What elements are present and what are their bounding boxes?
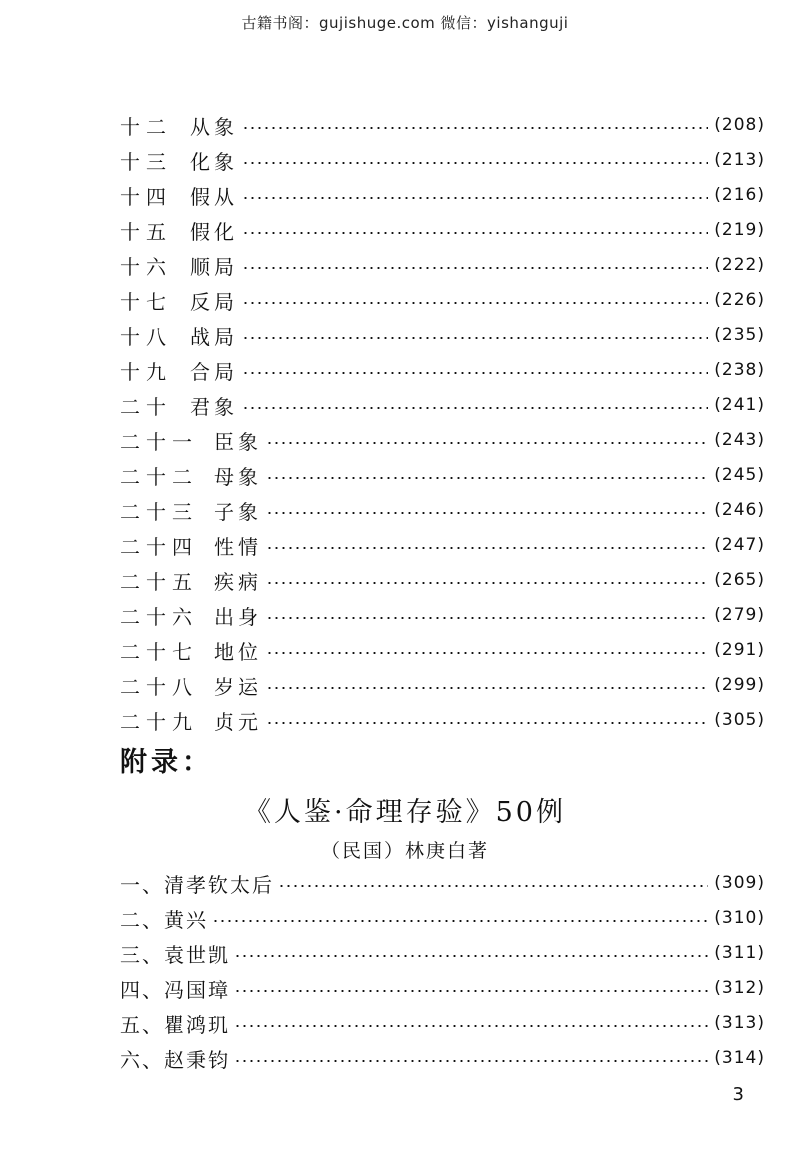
toc-entry-number: 十五 bbox=[120, 219, 172, 244]
toc-entry-number: 十八 bbox=[120, 324, 172, 349]
dot-leader bbox=[266, 442, 708, 444]
appendix-entry bbox=[120, 903, 765, 933]
toc-entry-page: (241) bbox=[714, 395, 765, 415]
dot-leader bbox=[212, 920, 708, 922]
appendix-entry-title: 四、冯国璋 bbox=[120, 977, 230, 1002]
dot-leader bbox=[242, 197, 708, 199]
toc-entry-number: 二十五 bbox=[120, 569, 198, 594]
dot-leader bbox=[242, 407, 708, 409]
toc-entry-page: (243) bbox=[714, 430, 765, 450]
toc-entry bbox=[120, 285, 765, 315]
dot-leader bbox=[266, 722, 708, 724]
toc-entry-title: 战局 bbox=[190, 324, 238, 349]
toc-entry-page: (235) bbox=[714, 325, 765, 345]
toc-entry-title: 性情 bbox=[214, 534, 262, 559]
toc-entry-title: 出身 bbox=[214, 604, 262, 629]
toc-entry bbox=[120, 355, 765, 385]
toc-entry bbox=[120, 705, 765, 735]
appendix-entry-page: (309) bbox=[714, 873, 765, 893]
dot-leader bbox=[242, 372, 708, 374]
toc-entry-page: (279) bbox=[714, 605, 765, 625]
toc-entry-number: 二十 bbox=[120, 394, 172, 419]
appendix-entry bbox=[120, 973, 765, 1003]
dot-leader bbox=[234, 990, 708, 992]
toc-entry bbox=[120, 215, 765, 245]
appendix-entry-title: 一、清孝钦太后 bbox=[120, 872, 274, 897]
appendix-entry bbox=[120, 1043, 765, 1073]
appendix-entry bbox=[120, 938, 765, 968]
toc-entry-number: 二十七 bbox=[120, 639, 198, 664]
toc-entry bbox=[120, 460, 765, 490]
appendix-book-author: （民国）林庚白著 bbox=[320, 840, 489, 862]
toc-entry-title: 顺局 bbox=[190, 254, 238, 279]
toc-entry bbox=[120, 250, 765, 280]
toc-entry-title: 化象 bbox=[190, 149, 238, 174]
toc-entry-title: 反局 bbox=[190, 289, 238, 314]
watermark-text: 古籍书阁：gujishuge.com 微信：yishanguji bbox=[241, 14, 569, 32]
toc-entry-number: 十三 bbox=[120, 149, 172, 174]
toc-entry bbox=[120, 390, 765, 420]
appendix-entry-page: (312) bbox=[714, 978, 765, 998]
appendix-book-title: 《人鉴·命理存验》50例 bbox=[244, 797, 566, 828]
toc-entry-title: 假化 bbox=[190, 219, 238, 244]
appendix-entry-title: 六、赵秉钧 bbox=[120, 1047, 230, 1072]
toc-entry-page: (265) bbox=[714, 570, 765, 590]
toc-entry-title: 合局 bbox=[190, 359, 238, 384]
appendix-entry-page: (314) bbox=[714, 1048, 765, 1068]
toc-entry bbox=[120, 670, 765, 700]
dot-leader bbox=[234, 1025, 708, 1027]
toc-entry-page: (226) bbox=[714, 290, 765, 310]
toc-entry-title: 贞元 bbox=[214, 709, 262, 734]
appendix-entry-page: (313) bbox=[714, 1013, 765, 1033]
appendix-heading: 附录： bbox=[120, 747, 213, 778]
toc-entry-title: 君象 bbox=[190, 394, 238, 419]
dot-leader bbox=[278, 885, 708, 887]
toc-entry-number: 十六 bbox=[120, 254, 172, 279]
toc-entry-page: (246) bbox=[714, 500, 765, 520]
toc-entry-page: (238) bbox=[714, 360, 765, 380]
toc-entry bbox=[120, 180, 765, 210]
toc-entry-number: 二十九 bbox=[120, 709, 198, 734]
toc-entry-title: 岁运 bbox=[214, 674, 262, 699]
dot-leader bbox=[234, 1060, 708, 1062]
dot-leader bbox=[242, 127, 708, 129]
dot-leader bbox=[266, 687, 708, 689]
appendix-entry-page: (310) bbox=[714, 908, 765, 928]
dot-leader bbox=[242, 267, 708, 269]
toc-entry-number: 十二 bbox=[120, 114, 172, 139]
toc-entry-number: 十九 bbox=[120, 359, 172, 384]
dot-leader bbox=[242, 162, 708, 164]
toc-entry-title: 母象 bbox=[214, 464, 262, 489]
dot-leader bbox=[242, 232, 708, 234]
toc-entry bbox=[120, 600, 765, 630]
appendix-entry bbox=[120, 1008, 765, 1038]
toc-entry-page: (291) bbox=[714, 640, 765, 660]
toc-entry-number: 二十二 bbox=[120, 464, 198, 489]
appendix-entry-title: 三、袁世凯 bbox=[120, 942, 230, 967]
toc-entry bbox=[120, 110, 765, 140]
toc-entry-title: 疾病 bbox=[214, 569, 262, 594]
toc-entry bbox=[120, 565, 765, 595]
dot-leader bbox=[234, 955, 708, 957]
toc-entry-page: (247) bbox=[714, 535, 765, 555]
toc-entry-number: 二十八 bbox=[120, 674, 198, 699]
toc-entry-page: (222) bbox=[714, 255, 765, 275]
page-number: 3 bbox=[732, 1084, 744, 1105]
toc-entry bbox=[120, 635, 765, 665]
dot-leader bbox=[242, 302, 708, 304]
toc-entry-page: (216) bbox=[714, 185, 765, 205]
appendix-entry bbox=[120, 868, 765, 898]
appendix-entry-title: 五、瞿鸿玑 bbox=[120, 1012, 230, 1037]
toc-entry-page: (305) bbox=[714, 710, 765, 730]
toc-entry bbox=[120, 145, 765, 175]
dot-leader bbox=[266, 582, 708, 584]
toc-entry-page: (219) bbox=[714, 220, 765, 240]
toc-entry bbox=[120, 530, 765, 560]
dot-leader bbox=[242, 337, 708, 339]
toc-entry-page: (213) bbox=[714, 150, 765, 170]
toc-entry-number: 二十三 bbox=[120, 499, 198, 524]
toc-entry bbox=[120, 425, 765, 455]
toc-entry-title: 假从 bbox=[190, 184, 238, 209]
dot-leader bbox=[266, 512, 708, 514]
toc-entry-page: (245) bbox=[714, 465, 765, 485]
toc-entry-title: 臣象 bbox=[214, 429, 262, 454]
toc-entry-number: 二十六 bbox=[120, 604, 198, 629]
toc-entry-number: 二十一 bbox=[120, 429, 198, 454]
dot-leader bbox=[266, 547, 708, 549]
toc-entry bbox=[120, 495, 765, 525]
toc-entry-title: 地位 bbox=[214, 639, 262, 664]
toc-entry-title: 从象 bbox=[190, 114, 238, 139]
toc-entry-page: (299) bbox=[714, 675, 765, 695]
dot-leader bbox=[266, 617, 708, 619]
toc-entry-page: (208) bbox=[714, 115, 765, 135]
toc-entry-title: 子象 bbox=[214, 499, 262, 524]
toc-entry-number: 十七 bbox=[120, 289, 172, 314]
dot-leader bbox=[266, 477, 708, 479]
toc-entry-number: 十四 bbox=[120, 184, 172, 209]
appendix-entry-title: 二、黄兴 bbox=[120, 907, 208, 932]
appendix-entry-page: (311) bbox=[714, 943, 765, 963]
toc-entry bbox=[120, 320, 765, 350]
toc-entry-number: 二十四 bbox=[120, 534, 198, 559]
dot-leader bbox=[266, 652, 708, 654]
